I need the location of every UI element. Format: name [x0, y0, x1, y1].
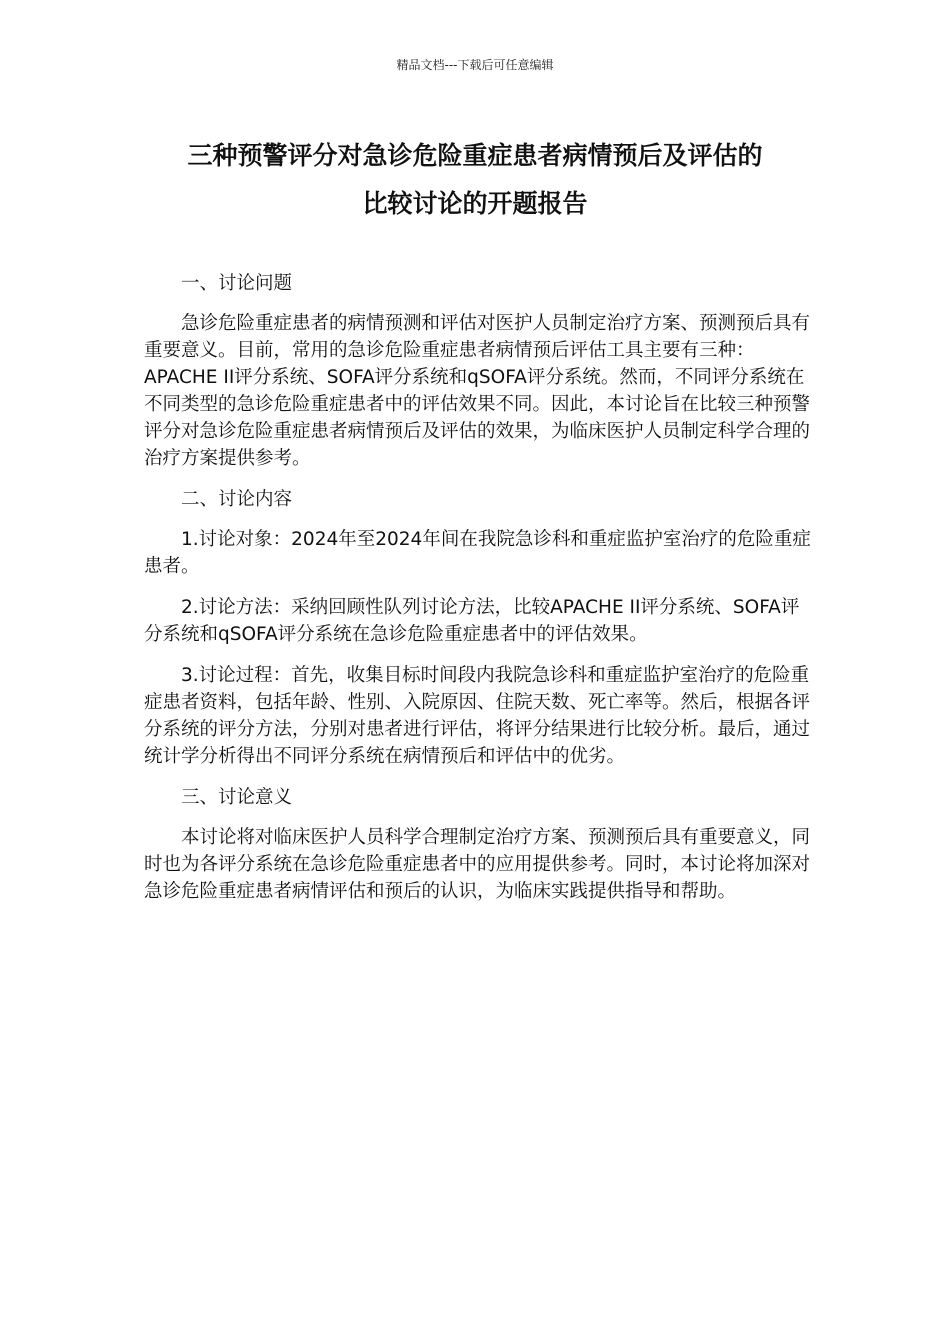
paragraph-research-question: 急诊危险重症患者的病情预测和评估对医护人员制定治疗方案、预测预后具有重要意义。目前，常用的急诊危险重症患者病情预后评估工具主要有三种：APACHE II评分系统、SOFA评分系统和qSOFA评分系统。然而，不同评分系统在不同类型的急诊危险重症患者中的评估效果不同。因此，本讨论旨在比较三种预警评分对急诊危险重症患者病情预后及评估的效果，为临床医护人员制定科学合理的治疗方案提供参考。 [144, 313, 811, 469]
document-title-line-1: 三种预警评分对急诊危险重症患者病情预后及评估的 [187, 141, 763, 170]
document-title-line-2: 比较讨论的开题报告 [362, 189, 588, 218]
page-header: 精品文档---下载后可任意编辑 [396, 58, 554, 72]
section-heading-research-content: 二、讨论内容 [181, 489, 293, 510]
paragraph-research-method: 2.讨论方法：采纳回顾性队列讨论方法，比较APACHE II评分系统、SOFA评分系统和qSOFA评分系统在急诊危险重症患者中的评估效果。 [144, 597, 800, 645]
section-heading-research-question: 一、讨论问题 [181, 273, 293, 294]
section-heading-research-significance: 三、讨论意义 [181, 787, 293, 808]
paragraph-research-process: 3.讨论过程：首先，收集目标时间段内我院急诊科和重症监护室治疗的危险重症患者资料，包括年龄、性别、入院原因、住院天数、死亡率等。然后，根据各评分系统的评分方法，分别对患者进行评估，将评分结果进行比较分析。最后，通过统计学分析得出不同评分系统在病情预后和评估中的优劣。 [144, 665, 811, 767]
paragraph-research-significance: 本讨论将对临床医护人员科学合理制定治疗方案、预测预后具有重要意义，同时也为各评分系统在急诊危险重症患者中的应用提供参考。同时，本讨论将加深对急诊危险重症患者病情评估和预后的认识，为临床实践提供指导和帮助。 [144, 827, 811, 902]
document-title [130, 132, 820, 228]
document-body [144, 270, 812, 919]
paragraph-research-subjects: 1.讨论对象：2024年至2024年间在我院急诊科和重症监护室治疗的危险重症患者。 [144, 529, 811, 577]
